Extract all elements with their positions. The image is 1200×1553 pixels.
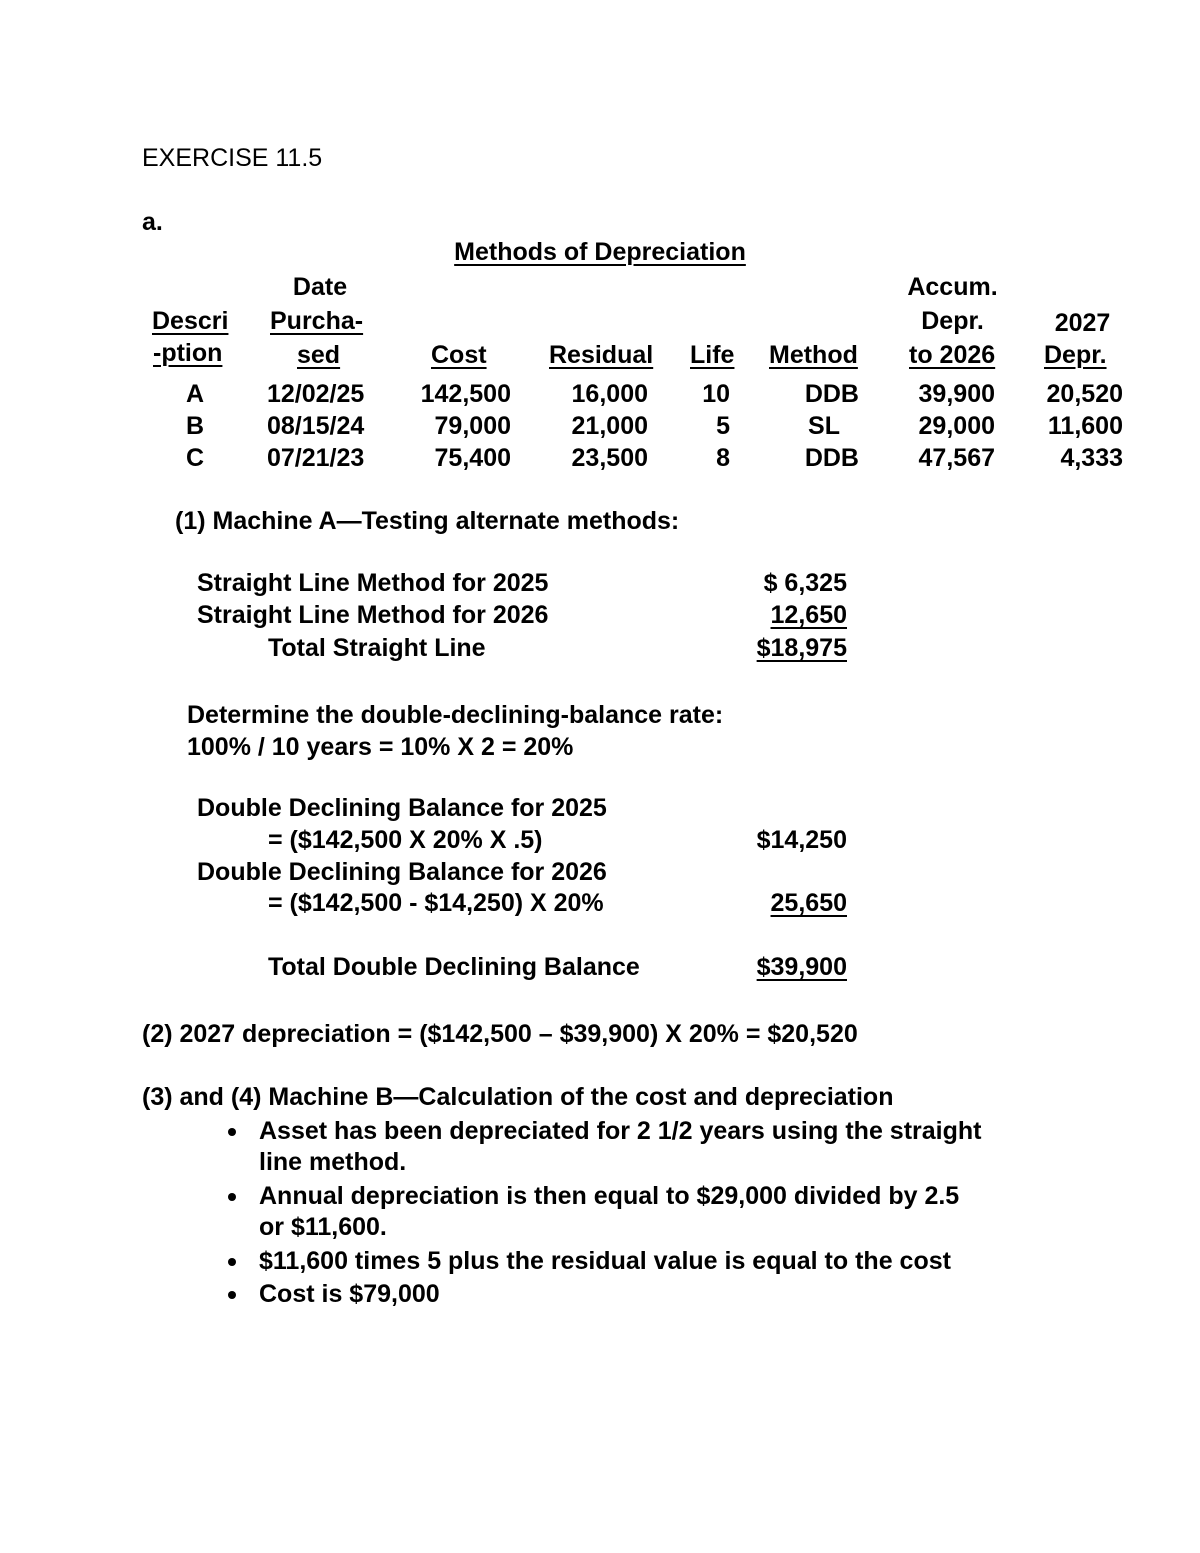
row-b-depr: 11,600 xyxy=(1047,412,1123,440)
ddb-2026-formula: = ($142,500 - $14,250) X 20% xyxy=(268,889,604,917)
row-b-cost: 79,000 xyxy=(434,412,511,440)
ddb-total-label: Total Double Declining Balance xyxy=(268,953,640,981)
bullet-3-line1: $11,600 times 5 plus the residual value is equal to the cost xyxy=(259,1247,951,1275)
bullet-1-line1: Asset has been depreciated for 2 1/2 years using the straight xyxy=(259,1117,982,1145)
header-residual: Residual xyxy=(549,341,654,369)
header-cost: Cost xyxy=(431,341,487,369)
ddb-rate-formula: 100% / 10 years = 10% X 2 = 20% xyxy=(187,733,574,761)
table-caption: Methods of Depreciation xyxy=(454,238,746,266)
row-b-life: 5 xyxy=(716,412,730,440)
ddb-2026-value: 25,650 xyxy=(770,889,847,917)
sl-2026-label: Straight Line Method for 2026 xyxy=(197,601,549,629)
header-accum-line3: to 2026 xyxy=(909,341,996,369)
bullet-1-line2: line method. xyxy=(259,1148,407,1176)
header-date-line2: Purcha- xyxy=(270,307,364,335)
sl-2026-value-cell xyxy=(700,599,847,631)
row-c-residual: 23,500 xyxy=(571,444,648,472)
bullet-2-line1: Annual depreciation is then equal to $29,000 divided by 2.5 xyxy=(259,1182,960,1210)
sl-total-value-cell xyxy=(700,632,847,664)
ddb-total-value-cell xyxy=(700,951,847,983)
bullet-2-line2: or $11,600. xyxy=(259,1213,387,1241)
row-c-life: 8 xyxy=(716,444,730,472)
bullet-4-line1: Cost is $79,000 xyxy=(259,1280,440,1308)
section1-heading: (1) Machine A—Testing alternate methods: xyxy=(175,507,680,535)
sl-2026-value: 12,650 xyxy=(770,601,847,629)
row-a-depr: 20,520 xyxy=(1046,380,1123,408)
bullet-dot-3 xyxy=(228,1258,236,1266)
row-b-method: SL xyxy=(808,412,840,440)
section3-heading: (3) and (4) Machine B—Calculation of the cost and depreciation xyxy=(142,1083,894,1111)
row-b-description: B xyxy=(185,412,205,440)
row-a-residual: 16,000 xyxy=(571,380,648,408)
header-life: Life xyxy=(690,341,735,369)
row-c-accum: 47,567 xyxy=(918,444,995,472)
row-c-depr: 4,333 xyxy=(1060,444,1123,472)
sl-2025-label: Straight Line Method for 2025 xyxy=(197,569,549,597)
header-date-line1: Date xyxy=(292,273,348,301)
header-depr-line1: 2027 xyxy=(1054,309,1111,337)
sl-2025-value: $ 6,325 xyxy=(763,569,847,597)
bullet-dot-1 xyxy=(228,1128,236,1136)
ddb-2026-label: Double Declining Balance for 2026 xyxy=(197,858,607,886)
row-a-life: 10 xyxy=(702,380,730,408)
row-c-cost: 75,400 xyxy=(434,444,511,472)
header-method: Method xyxy=(769,341,858,369)
row-c-description: C xyxy=(185,444,205,472)
row-a-description: A xyxy=(185,380,205,408)
row-a-date: 12/02/25 xyxy=(267,380,365,408)
sl-total-value: $18,975 xyxy=(756,634,847,662)
ddb-rate-heading: Determine the double-declining-balance rate: xyxy=(187,701,724,729)
header-depr-line2: Depr. xyxy=(1044,341,1107,369)
row-b-residual: 21,000 xyxy=(571,412,648,440)
part-label: a. xyxy=(142,208,163,236)
header-accum-line1: Accum. xyxy=(907,273,998,301)
bullet-dot-4 xyxy=(228,1291,236,1299)
bullet-dot-2 xyxy=(228,1193,236,1201)
ddb-2025-formula: = ($142,500 X 20% X .5) xyxy=(268,826,543,854)
section2-text: (2) 2027 depreciation = ($142,500 – $39,900) X 20% = $20,520 xyxy=(142,1020,858,1048)
header-description-line1: Descri xyxy=(152,307,229,335)
row-a-method: DDB xyxy=(804,380,859,408)
row-c-date: 07/21/23 xyxy=(267,444,365,472)
ddb-2026-value-cell xyxy=(700,887,847,919)
ddb-2025-value: $14,250 xyxy=(756,826,847,854)
row-a-accum: 39,900 xyxy=(918,380,995,408)
row-a-cost: 142,500 xyxy=(420,380,511,408)
row-c-method: DDB xyxy=(804,444,859,472)
ddb-2025-label: Double Declining Balance for 2025 xyxy=(197,794,607,822)
row-b-accum: 29,000 xyxy=(918,412,995,440)
header-accum-line2: Depr. xyxy=(921,307,984,335)
header-description-line2: -ption xyxy=(153,339,223,367)
exercise-title: EXERCISE 11.5 xyxy=(142,144,323,172)
header-date-line3: sed xyxy=(297,341,341,369)
row-b-date: 08/15/24 xyxy=(267,412,365,440)
ddb-total-value: $39,900 xyxy=(756,953,847,981)
sl-total-label: Total Straight Line xyxy=(268,634,486,662)
